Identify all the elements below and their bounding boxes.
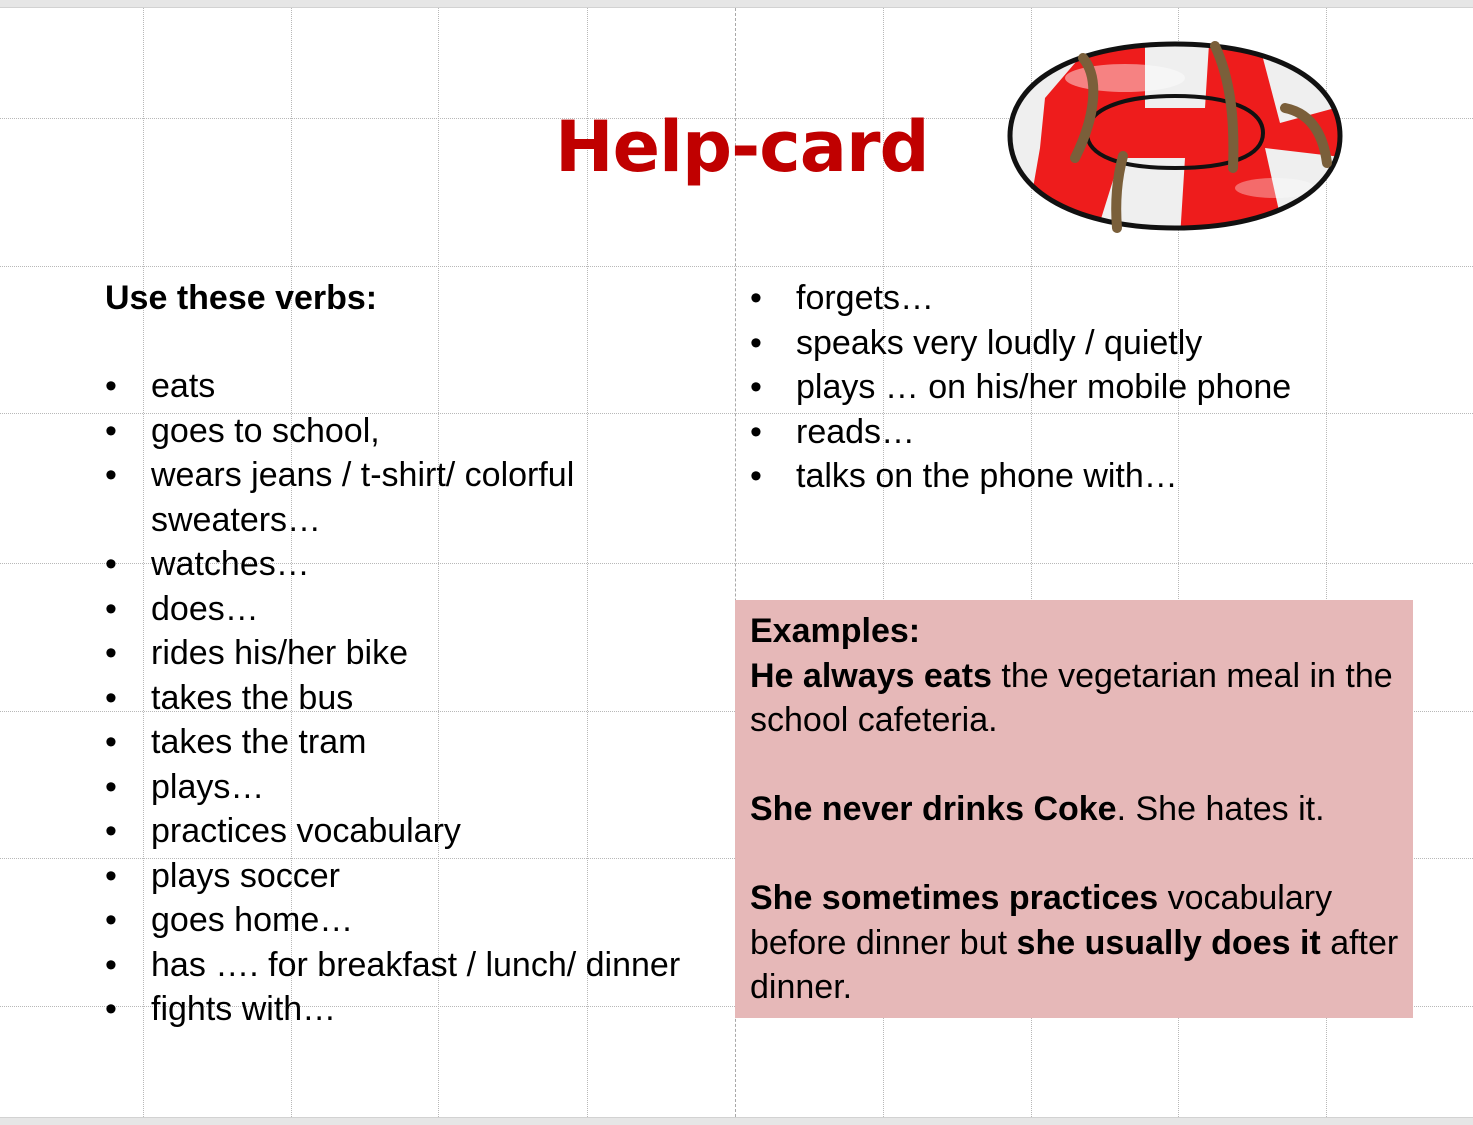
bullet-icon: •	[105, 767, 117, 806]
bullet-icon: •	[105, 990, 117, 1028]
verbs-heading: Use these verbs:	[105, 279, 378, 317]
bullet-icon: •	[750, 412, 762, 451]
list-item: • goes home…	[105, 898, 735, 943]
list-item: • does…	[105, 587, 735, 632]
example-2: She never drinks Coke. She hates it.	[750, 790, 1325, 828]
bullet-icon: •	[750, 279, 762, 317]
bullet-icon: •	[105, 812, 117, 850]
list-item: • plays … on his/her mobile phone	[750, 365, 1390, 410]
list-item: • wears jeans / t-shirt/ colorful sweaters…	[105, 453, 735, 542]
example-3: She sometimes practices vocabulary before dinner but she usually does it after dinner.	[750, 879, 1399, 1006]
list-item: • forgets…	[750, 276, 1390, 321]
bullet-icon: •	[105, 723, 117, 761]
list-item: • rides his/her bike	[105, 631, 735, 676]
list-item: • takes the bus	[105, 676, 735, 721]
bullet-icon: •	[105, 545, 117, 583]
spacer	[750, 743, 1399, 788]
guide-line	[0, 266, 1473, 267]
bullet-icon: •	[750, 323, 762, 362]
top-border	[0, 0, 1473, 8]
bullet-icon: •	[105, 678, 117, 717]
list-item: • watches…	[105, 542, 735, 587]
list-item: • speaks very loudly / quietly	[750, 321, 1390, 366]
list-item: • takes the tram	[105, 720, 735, 765]
bullet-icon: •	[105, 589, 117, 628]
list-item: • plays soccer	[105, 854, 735, 899]
list-item: • fights with…	[105, 987, 735, 1032]
list-item: • reads…	[750, 410, 1390, 455]
list-item: • goes to school,	[105, 409, 735, 454]
bullet-icon: •	[750, 368, 762, 406]
bullet-icon: •	[105, 901, 117, 939]
list-item: • has …. for breakfast / lunch/ dinner	[105, 943, 735, 988]
verbs-list-right[interactable]	[750, 276, 1390, 499]
examples-heading: Examples:	[750, 612, 921, 650]
bullet-icon: •	[105, 634, 117, 672]
list-item: • talks on the phone with…	[750, 454, 1390, 499]
bullet-icon: •	[750, 457, 762, 495]
list-item: • plays…	[105, 765, 735, 810]
bullet-icon: •	[105, 411, 117, 450]
list-item: • eats	[105, 364, 735, 409]
bullet-icon: •	[105, 456, 117, 494]
bullet-icon: •	[105, 367, 117, 405]
page-title[interactable]: Help-card	[555, 106, 929, 188]
list-item: • practices vocabulary	[105, 809, 735, 854]
example-1: He always eats the vegetarian meal in the school cafeteria.	[750, 656, 1393, 739]
verbs-list-left[interactable]	[105, 276, 735, 1032]
spacer	[750, 832, 1399, 877]
examples-box[interactable]	[735, 600, 1413, 1018]
bullet-icon: •	[105, 856, 117, 895]
lifebuoy-icon[interactable]	[1005, 38, 1345, 234]
bullet-icon: •	[105, 945, 117, 984]
